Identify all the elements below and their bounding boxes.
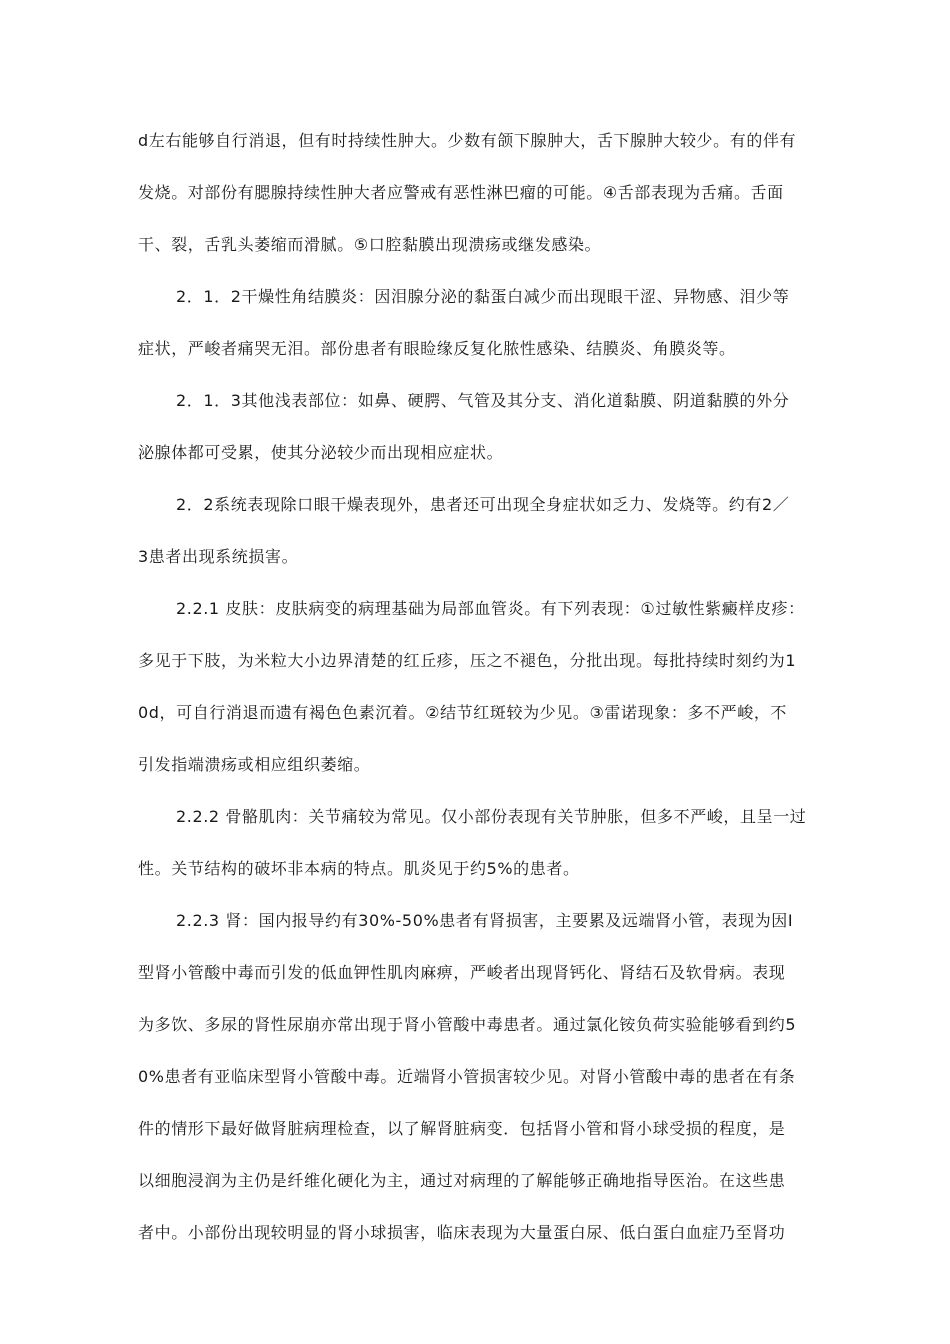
section-heading-2-1-3: 2．1．3其他浅表部位：如鼻、硬腭、气管及其分支、消化道黏膜、阴道黏膜的外分: [176, 391, 790, 410]
text-line: 型肾小管酸中毒而引发的低血钾性肌肉麻痹，严峻者出现肾钙化、肾结石及软骨病。表现: [138, 963, 786, 982]
text-line: 泌腺体都可受累，使其分泌较少而出现相应症状。: [138, 443, 504, 462]
text-line: 者中。小部份出现较明显的肾小球损害，临床表现为大量蛋白尿、低白蛋白血症乃至肾功: [138, 1223, 786, 1242]
text-line: 多见于下肢，为米粒大小边界清楚的红丘疹，压之不褪色，分批出现。每批持续时刻约为1: [138, 651, 797, 670]
text-line: 以细胞浸润为主仍是纤维化硬化为主，通过对病理的了解能够正确地指导医治。在这些患: [138, 1171, 786, 1190]
text-line: 干、裂，舌乳头萎缩而滑腻。⑤口腔黏膜出现溃疡或继发感染。: [138, 235, 602, 254]
section-heading-2-1-2: 2．1．2干燥性角结膜炎：因泪腺分泌的黏蛋白减少而出现眼干涩、异物感、泪少等: [176, 287, 790, 306]
text-line: 3患者出现系统损害。: [138, 547, 299, 566]
text-line: 发烧。对部份有腮腺持续性肿大者应警戒有恶性淋巴瘤的可能。④舌部表现为舌痛。舌面: [138, 183, 784, 202]
section-heading-2-2-1: 2.2.1 皮肤：皮肤病变的病理基础为局部血管炎。有下列表现：①过敏性紫癜样皮疹：: [176, 599, 805, 618]
text-line: 0%患者有亚临床型肾小管酸中毒。近端肾小管损害较少见。对肾小管酸中毒的患者在有条: [138, 1067, 796, 1086]
text-line: 性。关节结构的破坏非本病的特点。肌炎见于约5%的患者。: [138, 859, 580, 878]
section-heading-2-2: 2．2系统表现除口眼干燥表现外，患者还可出现全身症状如乏力、发烧等。约有2／: [176, 495, 790, 514]
text-line: 引发指端溃疡或相应组织萎缩。: [138, 755, 371, 774]
section-heading-2-2-2: 2.2.2 骨骼肌肉：关节痛较为常见。仅小部份表现有关节肿胀，但多不严峻，且呈一过: [176, 807, 807, 826]
text-line: 症状，严峻者痛哭无泪。部份患者有眼睑缘反复化脓性感染、结膜炎、角膜炎等。: [138, 339, 736, 358]
text-line: 件的情形下最好做肾脏病理检查，以了解肾脏病变．包括肾小管和肾小球受损的程度，是: [138, 1119, 786, 1138]
text-line: 为多饮、多尿的肾性尿崩亦常出现于肾小管酸中毒患者。通过氯化铵负荷实验能够看到约5: [138, 1015, 797, 1034]
text-line: d左右能够自行消退，但有时持续性肿大。少数有颌下腺肿大，舌下腺肿大较少。有的伴有: [138, 131, 797, 150]
text-line: 0d，可自行消退而遗有褐色色素沉着。②结节红斑较为少见。③雷诺现象：多不严峻，不: [138, 703, 788, 722]
section-heading-2-2-3: 2.2.3 肾：国内报导约有30%-50%患者有肾损害，主要累及远端肾小管，表现为因Ⅰ: [176, 911, 794, 930]
